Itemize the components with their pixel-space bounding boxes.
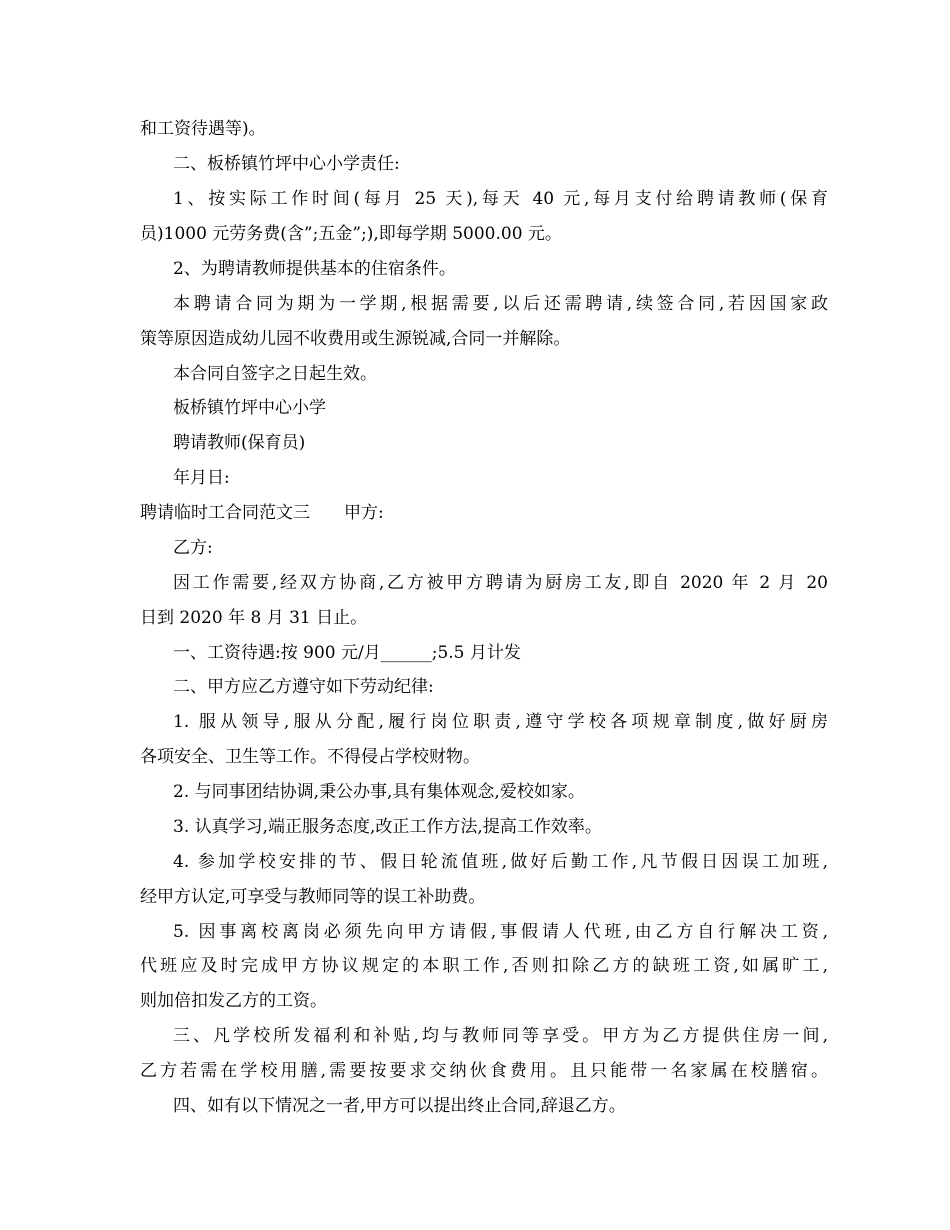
text-line: 因工作需要,经双方协商,乙方被甲方聘请为厨房工友,即自 2020 年 2 月 20: [173, 573, 828, 593]
list-item: 2. 与同事团结协调,秉公办事,具有集体观念,爱校如家。: [173, 782, 585, 802]
text-line: 1、按实际工作时间(每月 25 天),每天 40 元,每月支付给聘请教师(保育: [173, 189, 828, 209]
list-item: 1. 服从领导,服从分配,履行岗位职责,遵守学校各项规章制度,做好厨房: [173, 712, 828, 732]
text-line: 经甲方认定,可享受与教师同等的误工补助费。: [140, 887, 486, 907]
section-heading: 三、凡学校所发福利和补贴,均与教师同等享受。甲方为乙方提供住房一间,: [173, 1026, 828, 1046]
text-line: 策等原因造成幼儿园不收费用或生源锐减,合同一并解除。: [140, 329, 571, 349]
list-item: 3. 认真学习,端正服务态度,改正工作方法,提高工作效率。: [173, 817, 602, 837]
section-heading: 四、如有以下情况之一者,甲方可以提出终止合同,辞退乙方。: [173, 1096, 626, 1116]
text-line: 本聘请合同为期为一学期,根据需要,以后还需聘请,续签合同,若因国家政: [173, 294, 828, 314]
signatory-school: 板桥镇竹坪中心小学: [173, 398, 326, 418]
text-line: 一、工资待遇:按 900 元/月______;5.5 月计发: [173, 643, 521, 663]
signatory-teacher: 聘请教师(保育员): [173, 433, 306, 453]
party-b-line: 乙方:: [173, 538, 213, 558]
date-line: 年月日:: [173, 468, 230, 488]
text-line: 2、为聘请教师提供基本的住宿条件。: [173, 259, 456, 279]
text-line: 乙方若需在学校用膳,需要按要求交纳伙食费用。且只能带一名家属在校膳宿。: [140, 1061, 828, 1081]
text-line: 员)1000 元劳务费(含”;五金”;),即每学期 5000.00 元。: [140, 224, 562, 244]
list-item: 4. 参加学校安排的节、假日轮流值班,做好后勤工作,凡节假日因误工加班,: [173, 852, 828, 872]
text-line: 日到 2020 年 8 月 31 日止。: [140, 608, 368, 628]
text-line: 和工资待遇等)。: [140, 119, 266, 139]
text-line: 各项安全、卫生等工作。不得侵占学校财物。: [140, 747, 480, 767]
list-item: 5. 因事离校离岗必须先向甲方请假,事假请人代班,由乙方自行解决工资,: [173, 922, 828, 942]
text-line: 则加倍扣发乙方的工资。: [140, 991, 327, 1011]
section-heading: 二、板桥镇竹坪中心小学责任:: [173, 154, 400, 174]
text-line: 代班应及时完成甲方协议规定的本职工作,否则扣除乙方的缺班工资,如属旷工,: [140, 956, 828, 976]
section-title: 聘请临时工合同范文三 甲方:: [140, 503, 384, 523]
text-line: 本合同自签字之日起生效。: [173, 364, 377, 384]
section-heading: 二、甲方应乙方遵守如下劳动纪律:: [173, 677, 434, 697]
